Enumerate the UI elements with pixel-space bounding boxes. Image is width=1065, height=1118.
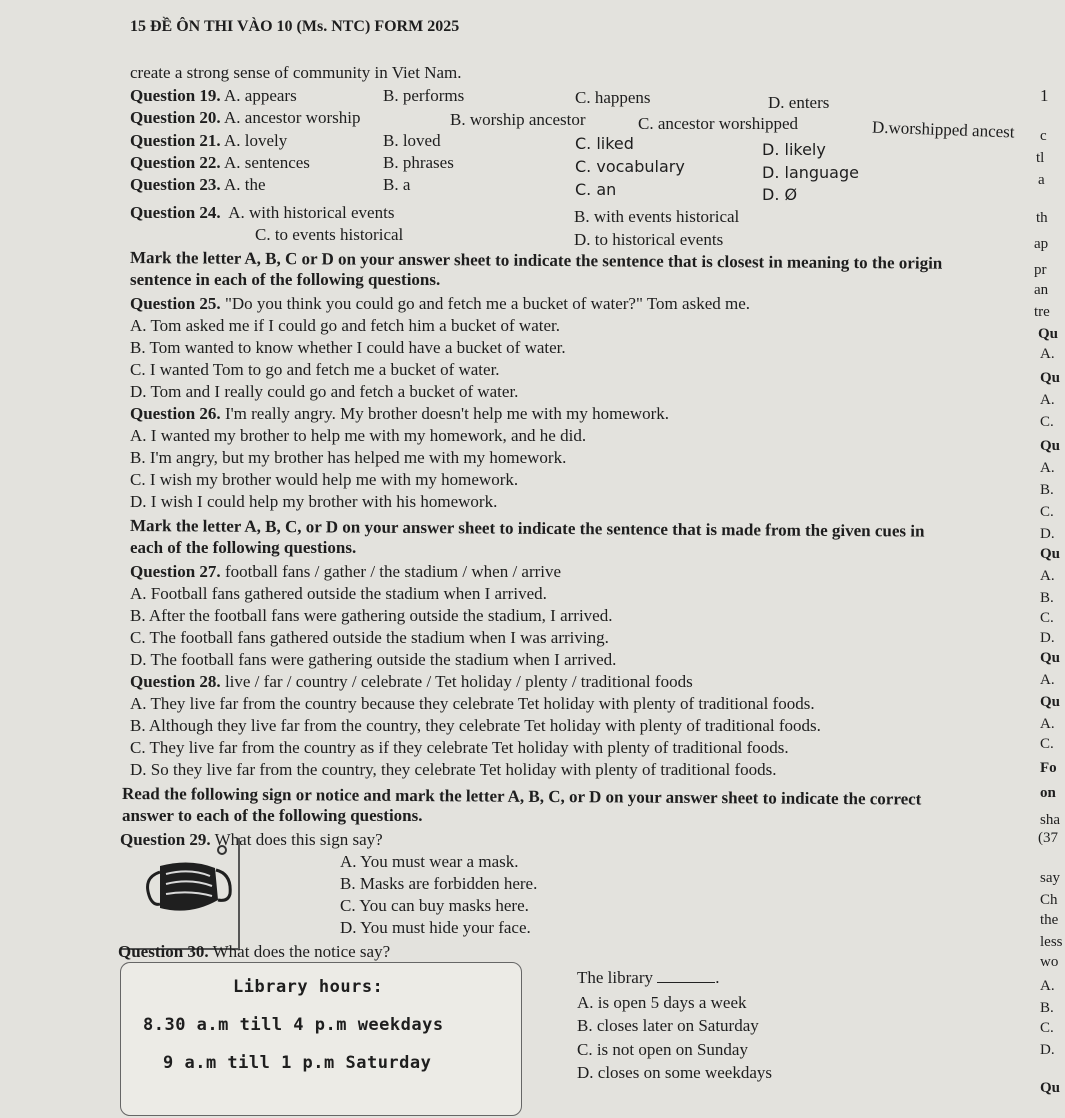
option-a[interactable]: A. They live far from the country because they celebrate Tet holiday with plenty of traditional foods. (130, 694, 815, 713)
margin-fragment: c (1040, 128, 1047, 144)
margin-fragment: Qu (1040, 370, 1061, 386)
option-b[interactable]: B. After the football fans were gathering outside the stadium, I arrived. (130, 606, 613, 625)
question-label: Question 22. (130, 153, 221, 172)
margin-fragment: A. (1040, 672, 1055, 688)
question-label: Question 29. (120, 830, 211, 849)
option-c[interactable]: C. I wanted Tom to go and fetch me a bucket of water. (130, 360, 500, 379)
margin-fragment: D. (1040, 630, 1055, 646)
margin-fragment: an (1034, 282, 1049, 298)
option-a[interactable]: A. is open 5 days a week (577, 993, 747, 1012)
question-stem: football fans / gather / the stadium / when / arrive (224, 562, 562, 581)
option-a[interactable]: A. appears (224, 86, 297, 105)
question-label: Question 27. (130, 562, 221, 581)
option-d[interactable]: D. likely (762, 140, 826, 159)
option-c[interactable]: C. vocabulary (575, 157, 685, 176)
option-c[interactable]: C. I wish my brother would help me with my homework. (130, 470, 519, 489)
margin-fragment: less (1040, 934, 1063, 950)
question-label: Question 20. (130, 108, 221, 127)
question-25 (130, 294, 750, 314)
question-21 (130, 131, 287, 151)
option-d[interactable]: D. language (762, 163, 859, 182)
section-instruction-1b: sentence in each of the following questions. (130, 270, 441, 289)
option-d[interactable]: D. So they live far from the country, they celebrate Tet holiday with plenty of traditional foods. (130, 760, 777, 779)
margin-fragment: D. (1040, 1042, 1055, 1058)
notice-title: Library hours: (233, 977, 384, 997)
option-b[interactable]: B. worship ancestor (450, 110, 586, 129)
margin-fragment: say (1040, 870, 1060, 886)
question-stem: What does this sign say? (214, 830, 383, 849)
option-b[interactable]: B. Masks are forbidden here. (340, 874, 538, 893)
question-label: Question 21. (130, 131, 221, 150)
margin-fragment: A. (1040, 978, 1055, 994)
margin-fragment: a (1038, 172, 1045, 188)
option-b[interactable]: B. with events historical (574, 207, 740, 226)
option-a[interactable]: A. with historical events (228, 203, 395, 222)
lead-text: The library (577, 968, 653, 987)
option-c[interactable]: C. an (575, 180, 617, 199)
margin-fragment: B. (1040, 482, 1054, 498)
margin-fragment: Fo (1040, 760, 1057, 776)
section-instruction-2b: each of the following questions. (130, 538, 357, 557)
margin-fragment: Qu (1038, 326, 1059, 342)
margin-fragment: Ch (1040, 892, 1058, 908)
option-d[interactable]: D. enters (768, 93, 830, 112)
margin-fragment: A. (1040, 346, 1055, 362)
option-a[interactable]: A. You must wear a mask. (340, 852, 519, 871)
question-label: Question 19. (130, 86, 221, 105)
option-d[interactable]: D. Ø (762, 185, 798, 204)
option-d[interactable]: D. You must hide your face. (340, 918, 531, 937)
margin-fragment: (37 (1038, 830, 1058, 846)
option-c[interactable]: C. to events historical (255, 225, 404, 244)
margin-fragment: C. (1040, 736, 1054, 752)
section-instruction-3b: answer to each of the following questions. (122, 806, 423, 825)
option-b[interactable]: B. performs (383, 86, 465, 105)
margin-fragment: D. (1040, 526, 1055, 542)
question-stem: What does the notice say? (212, 942, 391, 961)
margin-fragment: Qu (1040, 1080, 1061, 1096)
question-stem: I'm really angry. My brother doesn't help me with my homework. (224, 404, 670, 423)
question-label: Question 23. (130, 175, 221, 194)
option-a[interactable]: A. Football fans gathered outside the stadium when I arrived. (130, 584, 547, 603)
question-30 (118, 942, 390, 962)
margin-fragment: C. (1040, 610, 1054, 626)
option-d[interactable]: D. closes on some weekdays (577, 1063, 772, 1082)
question-23 (130, 175, 266, 195)
question-26 (130, 404, 669, 424)
option-d[interactable]: D. I wish I could help my brother with his homework. (130, 492, 498, 511)
option-b[interactable]: B. phrases (383, 153, 454, 172)
option-d[interactable]: D.worshipped ancest (871, 117, 1015, 142)
lead-end: . (715, 968, 720, 987)
margin-fragment: th (1036, 210, 1048, 226)
question-stem: "Do you think you could go and fetch me a bucket of water?" Tom asked me. (224, 294, 751, 313)
option-d[interactable]: D. The football fans were gathering outside the stadium when I arrived. (130, 650, 617, 669)
question-label: Question 28. (130, 672, 221, 691)
option-d[interactable]: D. Tom and I really could go and fetch a bucket of water. (130, 382, 519, 401)
notice-line-2: 9 a.m till 1 p.m Saturday (163, 1053, 432, 1073)
question-22 (130, 153, 310, 173)
margin-fragment: Qu (1040, 546, 1061, 562)
margin-fragment: C. (1040, 414, 1054, 430)
option-c[interactable]: C. is not open on Sunday (577, 1040, 748, 1059)
mask-sign (120, 838, 240, 950)
margin-fragment: tre (1034, 304, 1050, 320)
option-a[interactable]: A. ancestor worship (224, 108, 361, 127)
margin-fragment: pr (1034, 262, 1047, 278)
option-c[interactable]: C. ancestor worshipped (638, 114, 799, 133)
question-label: Question 24. (130, 203, 221, 222)
question-19 (130, 86, 297, 106)
question-30-lead (577, 968, 720, 988)
option-a[interactable]: A. lovely (224, 131, 288, 150)
section-instruction-1a: Mark the letter A, B, C or D on your answer sheet to indicate the sentence that is closest in meaning to the origin (129, 248, 943, 273)
mask-icon (120, 838, 238, 948)
intro-line: create a strong sense of community in Viet Nam. (130, 63, 462, 82)
section-instruction-3a: Read the following sign or notice and mark the letter A, B, C, or D on your answer sheet to indicate the correct (121, 784, 922, 809)
option-b[interactable]: B. a (383, 175, 411, 194)
option-a[interactable]: A. sentences (224, 153, 310, 172)
margin-fragment: Qu (1040, 438, 1061, 454)
margin-fragment: ap (1034, 236, 1049, 252)
margin-fragment: B. (1040, 590, 1054, 606)
margin-fragment: A. (1040, 392, 1055, 408)
margin-fragment: A. (1040, 460, 1055, 476)
margin-fragment: A. (1040, 568, 1055, 584)
option-d[interactable]: D. to historical events (574, 230, 724, 249)
question-label: Question 30. (118, 942, 209, 961)
question-stem: live / far / country / celebrate / Tet holiday / plenty / traditional foods (224, 672, 693, 691)
question-28 (130, 672, 693, 692)
margin-fragment: Qu (1040, 694, 1061, 710)
margin-fragment: wo (1040, 954, 1059, 970)
option-c[interactable]: C. happens (575, 88, 651, 107)
option-c[interactable]: C. liked (575, 134, 634, 153)
question-24 (130, 203, 394, 223)
notice-line-1: 8.30 a.m till 4 p.m weekdays (143, 1015, 444, 1035)
margin-fragment: Qu (1040, 650, 1061, 666)
option-a[interactable]: A. Tom asked me if I could go and fetch him a bucket of water. (130, 316, 560, 335)
library-notice (120, 962, 522, 1116)
option-b[interactable]: B. closes later on Saturday (577, 1016, 759, 1035)
answer-blank[interactable] (657, 968, 715, 983)
option-a[interactable]: A. the (224, 175, 266, 194)
page-header: 15 ĐỀ ÔN THI VÀO 10 (Ms. NTC) FORM 2025 (130, 18, 460, 35)
option-b[interactable]: B. Although they live far from the country, they celebrate Tet holiday with plenty of traditional foods. (130, 716, 821, 735)
margin-fragment: tl (1036, 150, 1045, 166)
margin-fragment: B. (1040, 1000, 1054, 1016)
option-c[interactable]: C. They live far from the country as if they celebrate Tet holiday with plenty of traditional foods. (130, 738, 789, 757)
margin-fragment: A. (1040, 716, 1055, 732)
option-b[interactable]: B. Tom wanted to know whether I could have a bucket of water. (130, 338, 566, 357)
margin-fragment: C. (1040, 504, 1054, 520)
question-20 (130, 108, 360, 128)
page-number: 1 (1040, 86, 1049, 105)
option-c[interactable]: C. You can buy masks here. (340, 896, 529, 915)
question-27 (130, 562, 561, 582)
margin-fragment: sha (1040, 812, 1060, 828)
option-b[interactable]: B. I'm angry, but my brother has helped me with my homework. (130, 448, 567, 467)
option-a[interactable]: A. I wanted my brother to help me with my homework, and he did. (130, 426, 587, 445)
question-label: Question 25. (130, 294, 221, 313)
option-c[interactable]: C. The football fans gathered outside the stadium when I was arriving. (130, 628, 609, 647)
section-instruction-2a: Mark the letter A, B, C, or D on your answer sheet to indicate the sentence that is made from the given cues in (129, 516, 925, 541)
option-b[interactable]: B. loved (383, 131, 441, 150)
margin-fragment: the (1040, 912, 1059, 928)
margin-fragment: C. (1040, 1020, 1054, 1036)
question-label: Question 26. (130, 404, 221, 423)
margin-fragment: on (1040, 785, 1056, 801)
